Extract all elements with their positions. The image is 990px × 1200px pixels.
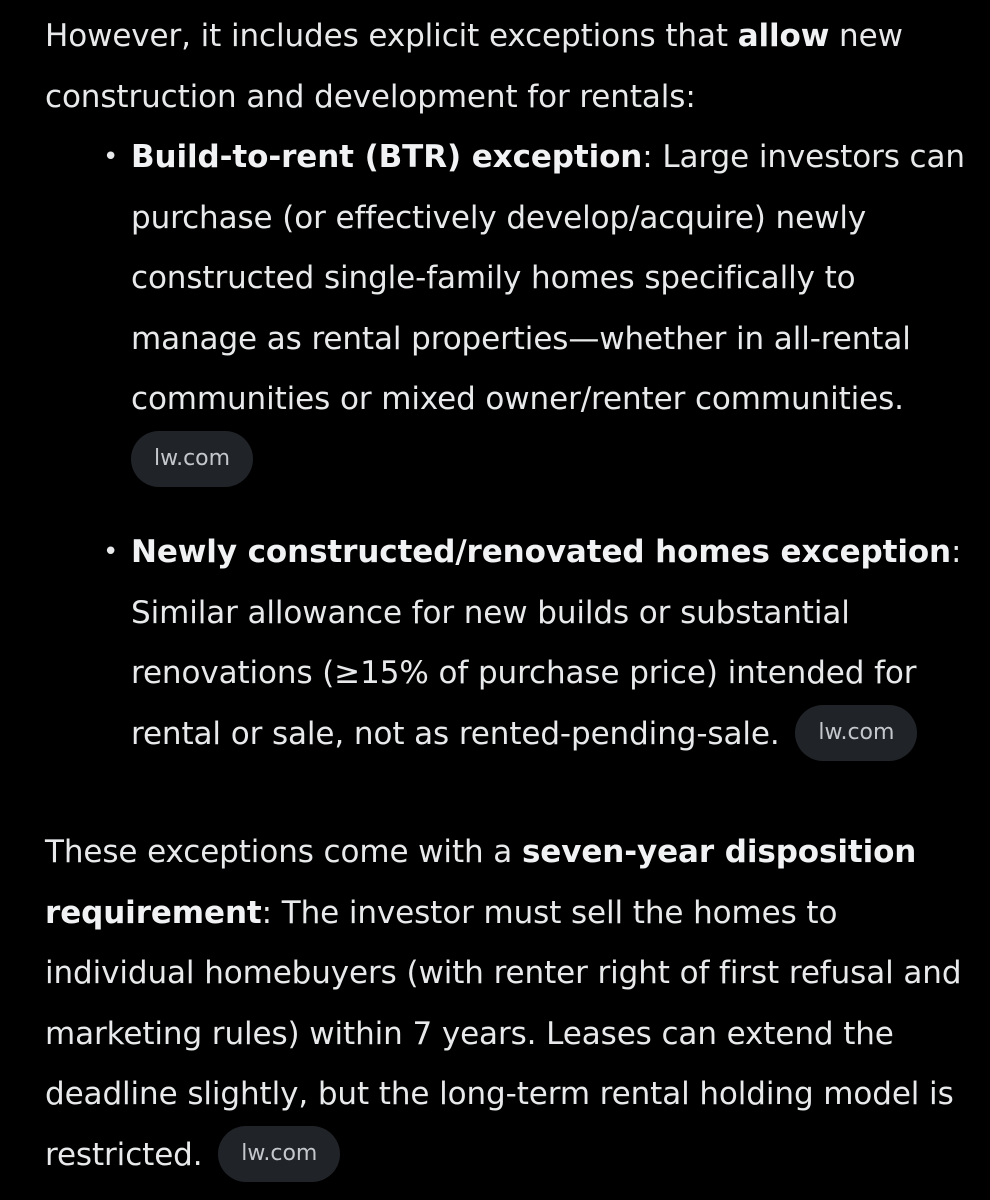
citation-chip[interactable]: lw.com <box>131 431 253 487</box>
list-item-new-construction-exception <box>103 522 970 764</box>
citation-chip[interactable]: lw.com <box>795 705 917 761</box>
exceptions-list <box>45 127 970 764</box>
list-item-title: Newly constructed/renovated homes exception <box>131 534 952 570</box>
list-item-btr-exception <box>103 127 970 490</box>
conclusion-text-before: These exceptions come with a <box>45 834 522 870</box>
conclusion-paragraph <box>45 822 970 1185</box>
citation-chip[interactable]: lw.com <box>218 1126 340 1182</box>
list-item-title: Build-to-rent (BTR) exception <box>131 139 643 175</box>
intro-text-after: new construction and development for rentals: <box>45 18 903 115</box>
conclusion-text-after: : The investor must sell the homes to individual homebuyers (with renter right of first refusal and marketing rules) within 7 years. Leases can extend the deadline slightly, but the long-term rental holding model is restricted. <box>45 894 962 1173</box>
bullet-dot-icon: • <box>103 537 119 567</box>
intro-paragraph <box>45 6 970 127</box>
bullet-dot-icon: • <box>103 142 119 172</box>
citation-row <box>131 430 970 491</box>
intro-emphasis: allow <box>737 18 830 54</box>
list-item-text: : Large investors can purchase (or effectively develop/acquire) newly constructed single-family homes specifically to manage as rental properties—whether in all-rental communities or mixed owner/renter communities. <box>131 139 965 417</box>
intro-text-before: However, it includes explicit exceptions that <box>45 18 738 54</box>
list-item-text: : Similar allowance for new builds or substantial renovations (≥15% of purchase price) intended for rental or sale, not as rented-pending-sale. <box>131 534 962 752</box>
conclusion-emphasis: seven-year disposition requirement <box>45 834 917 931</box>
